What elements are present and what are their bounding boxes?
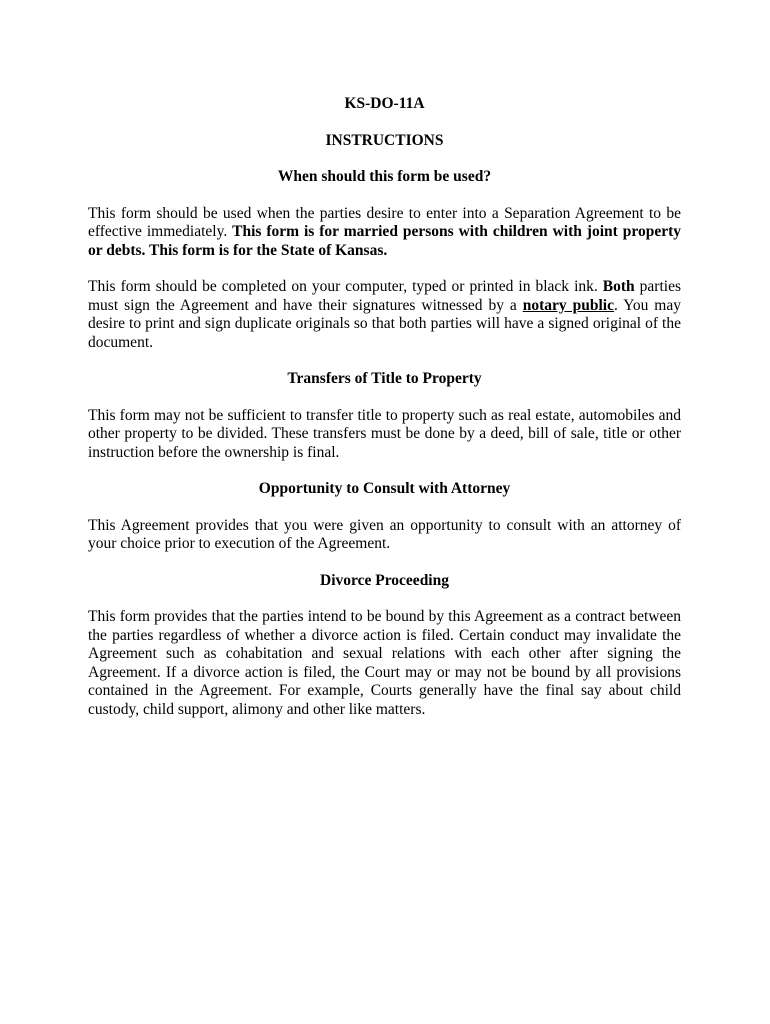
text-run: This form provides that the parties intend to be bound by this Agreement as a contract between the parties regardless of whether a divorce action is filed. Certain conduct may invalidate the Agreement such as cohabitation and sexual relations with each other after signing the Agreement. If a divorce action is filed, the Court may or may not be bound by all provisions contained in the Agreement. For example, Courts generally have the final say about child custody, child support, alimony and other like matters. (88, 608, 681, 718)
document-paragraph (88, 517, 681, 554)
text-run: . You may desire to print and sign duplicate originals so that both parties will have a signed original of the document. (88, 296, 681, 351)
document-paragraph (88, 608, 681, 719)
section-heading: When should this form be used? (277, 168, 492, 185)
text-run: parties must sign the Agreement and have their signatures witnessed by a (88, 278, 681, 314)
text-run: This form is for married persons with children with joint property or debts. This form is for the State of Kansas. (88, 223, 681, 259)
text-run: notary public (522, 296, 614, 314)
section-heading: Divorce Proceeding (320, 571, 449, 589)
text-run: This Agreement provides that you were given an opportunity to consult with an attorney of your choice prior to execution of the Agreement. (88, 516, 681, 552)
section-heading: Opportunity to Consult with Attorney (258, 480, 511, 497)
text-run: This form should be used when the parties desire to enter into a Separation Agreement to be effective immediately. (88, 204, 681, 240)
document-subtitle: INSTRUCTIONS (325, 131, 444, 149)
document-body (88, 168, 681, 719)
text-run: Both (602, 278, 635, 295)
text-run: This form should be completed on your computer, typed or printed in black ink. (88, 278, 603, 295)
document-paragraph (88, 407, 681, 463)
text-run: This form may not be sufficient to transfer title to property such as real estate, automobiles and other property to be divided. These transfers must be done by a deed, bill of sale, title or other instruction before the ownership is final. (88, 406, 681, 461)
document-paragraph (88, 205, 681, 261)
form-number-title: KS-DO-11A (344, 95, 425, 112)
section-heading: Transfers of Title to Property (287, 370, 482, 387)
document-paragraph (88, 278, 681, 352)
